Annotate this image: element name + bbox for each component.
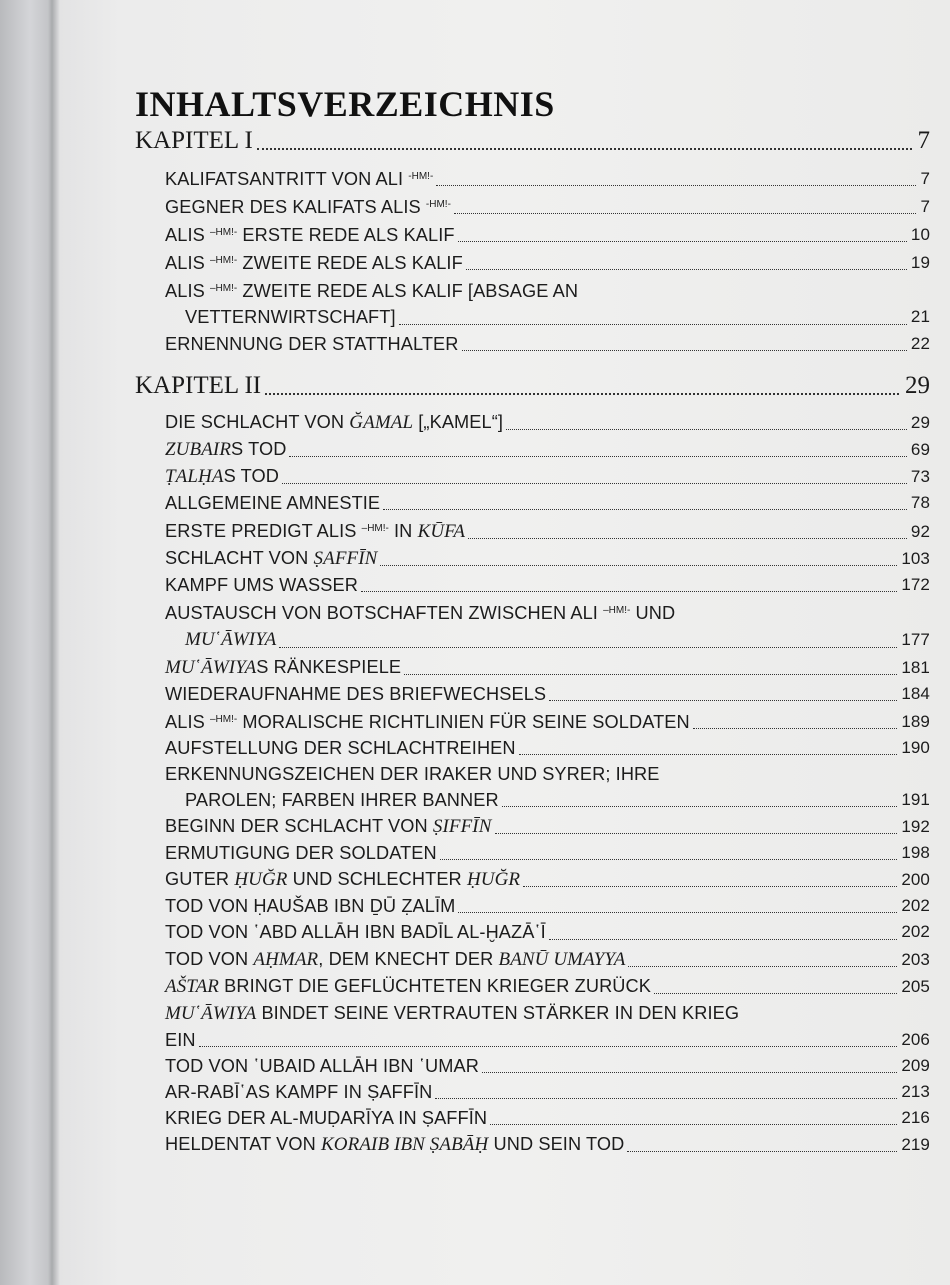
- entry-text: TOD VON ῾ABD ALLĀH IBN BADĪL AL-ḪAZĀ῾Ī: [165, 922, 546, 943]
- chapter-entries: [135, 409, 930, 1159]
- entry-page-number: 177: [901, 630, 930, 650]
- entry-page-number: 10: [910, 225, 930, 245]
- dot-leader: [654, 993, 897, 994]
- entry-line: [165, 164, 930, 192]
- dot-leader: [404, 674, 897, 675]
- entry-text: UND: [630, 603, 676, 624]
- entry-line: [165, 866, 930, 893]
- honorific-superscript: -HM!-: [408, 171, 434, 182]
- entry-text: AR-RABĪ῾AS KAMPF IN ṢAFFĪN: [165, 1082, 433, 1102]
- entry-text: IN: [388, 521, 418, 542]
- entry-text: EIN: [165, 1029, 196, 1050]
- dot-leader: [628, 966, 897, 967]
- toc-entry[interactable]: [165, 1105, 930, 1131]
- page-title: INHALTSVERZEICHNIS: [135, 84, 555, 124]
- entry-page-number: 219: [901, 1135, 930, 1155]
- entry-text: S TOD: [223, 465, 279, 486]
- entry-page-number: 189: [901, 711, 930, 731]
- entry-label: [165, 331, 459, 357]
- toc-entry[interactable]: [165, 164, 930, 192]
- chapter-heading[interactable]: [135, 371, 930, 401]
- entry-text: ALIS: [165, 281, 210, 302]
- entry-text: ERNENNUNG DER STATTHALTER: [165, 333, 459, 354]
- toc-entry[interactable]: [165, 919, 930, 945]
- toc-entry[interactable]: [165, 572, 930, 598]
- entry-text: AUSTAUSCH VON BOTSCHAFTEN ZWISCHEN ALI: [165, 603, 604, 624]
- toc-entry[interactable]: [165, 681, 930, 707]
- entry-line: [165, 973, 930, 1000]
- entry-label: [165, 572, 358, 598]
- entry-line: [165, 1079, 930, 1105]
- dot-leader: [502, 806, 898, 807]
- entry-text: PAROLEN; FARBEN IHRER BANNER: [185, 789, 499, 810]
- entry-line: [165, 409, 930, 436]
- dot-leader: [440, 859, 898, 860]
- entry-line: [165, 1131, 930, 1158]
- italic-term: ḤUĞR: [466, 869, 521, 891]
- dot-leader: [523, 886, 897, 887]
- entry-text: TOD VON ῾UBAID ALLĀH IBN ῾UMAR: [165, 1055, 479, 1076]
- italic-term: ḤUĞR: [234, 869, 288, 891]
- dot-leader: [549, 939, 898, 940]
- entry-line: [165, 220, 930, 248]
- entry-page-number: 198: [901, 843, 930, 863]
- entry-line: [165, 1105, 930, 1131]
- dot-leader: [490, 1124, 897, 1125]
- dot-leader: [506, 429, 907, 430]
- entry-label: [165, 654, 401, 681]
- entry-label: [165, 973, 651, 1000]
- entry-text: KAMPF UMS WASSER: [165, 575, 358, 596]
- entry-text: BINDET SEINE VERTRAUTEN STÄRKER IN DEN KRIEG: [256, 1002, 740, 1023]
- entry-text: KRIEG DER AL-MUḌARĪYA IN ṢAFFĪN: [165, 1108, 488, 1129]
- entry-page-number: 92: [910, 522, 930, 542]
- dot-leader: [282, 483, 907, 484]
- toc-entry[interactable]: [165, 866, 930, 893]
- entry-page-number: 192: [901, 817, 930, 837]
- book-page: [60, 0, 950, 1285]
- chapter-heading[interactable]: [135, 126, 930, 156]
- entry-page-number: 181: [901, 657, 930, 677]
- toc-entry[interactable]: [165, 735, 930, 761]
- italic-term: ĞAMAL: [349, 411, 414, 433]
- entry-line: [165, 490, 930, 516]
- dot-leader: [693, 728, 898, 729]
- entry-page-number: 7: [920, 169, 930, 188]
- italic-term: MU῾ĀWIYA: [165, 1002, 257, 1024]
- toc-entry[interactable]: [165, 1053, 930, 1079]
- entry-text: ZWEITE REDE ALS KALIF [ABSAGE AN: [237, 281, 579, 302]
- dot-leader: [436, 185, 916, 186]
- entry-line: [165, 436, 930, 463]
- entry-text: MORALISCHE RICHTLINIEN FÜR SEINE SOLDATEN: [237, 711, 690, 732]
- honorific-superscript: -HM!-: [425, 199, 451, 211]
- dot-leader: [458, 912, 897, 913]
- entry-label: [165, 1131, 624, 1158]
- dot-leader: [279, 647, 897, 648]
- entry-text: S TOD: [231, 438, 287, 459]
- toc-entry[interactable]: [165, 409, 930, 436]
- entry-text: ALIS: [165, 711, 210, 732]
- chapter-page-number: 7: [917, 127, 930, 154]
- dot-leader: [458, 241, 907, 242]
- entry-page-number: 172: [901, 575, 930, 595]
- entry-line: [165, 248, 930, 276]
- entry-first-line: [165, 276, 930, 304]
- entry-label: [165, 735, 516, 761]
- entry-line: [165, 707, 930, 735]
- toc-entry[interactable]: [165, 1000, 930, 1053]
- dot-leader: [462, 350, 907, 351]
- entry-line: [165, 1053, 930, 1079]
- table-of-contents: [135, 84, 930, 1172]
- entry-first-line: [165, 761, 930, 787]
- italic-term: ZUBAIR: [165, 438, 232, 460]
- entry-label: [185, 304, 396, 330]
- italic-term: ṬALḤA: [165, 465, 224, 487]
- entry-line: [165, 516, 930, 545]
- entry-text: ALIS: [165, 225, 210, 246]
- italic-term: AḤMAR: [253, 948, 319, 970]
- dot-leader: [482, 1072, 897, 1073]
- entry-page-number: 22: [910, 333, 930, 353]
- entry-page-number: 69: [910, 439, 930, 459]
- entry-label: [165, 220, 455, 248]
- entry-label: [165, 813, 492, 840]
- toc-entry[interactable]: [165, 248, 930, 276]
- entry-page-number: 205: [901, 976, 930, 996]
- entry-page-number: 21: [910, 307, 930, 327]
- chapter-page-number: 29: [905, 371, 930, 399]
- entry-label: [165, 248, 463, 276]
- entry-page-number: 19: [910, 253, 930, 273]
- toc-entry[interactable]: [165, 598, 930, 653]
- entry-label: [165, 1105, 487, 1131]
- italic-term: BANŪ UMAYYA: [498, 948, 626, 970]
- entry-text: KALIFATSANTRITT VON ALI: [165, 169, 409, 189]
- honorific-superscript: –HM!-: [361, 523, 389, 535]
- entry-text: SCHLACHT VON: [165, 548, 314, 569]
- entry-label: [165, 866, 520, 893]
- entry-label: [165, 164, 433, 192]
- entry-label: [165, 1079, 432, 1105]
- entry-text: BEGINN DER SCHLACHT VON: [165, 816, 433, 837]
- entry-line: [165, 813, 930, 840]
- italic-term: KORAIB IBN ṢABĀḤ: [321, 1134, 489, 1156]
- entry-line: [165, 545, 930, 572]
- honorific-superscript: –HM!-: [209, 255, 238, 267]
- entry-line: [165, 681, 930, 707]
- entry-label: [165, 409, 503, 436]
- entry-page-number: 191: [901, 789, 930, 809]
- entry-label: [165, 893, 455, 919]
- toc-entry[interactable]: [165, 220, 930, 248]
- toc-entry[interactable]: [165, 813, 930, 840]
- entry-page-number: 73: [910, 466, 930, 486]
- entry-text: WIEDERAUFNAHME DES BRIEFWECHSELS: [165, 683, 547, 704]
- dot-leader: [435, 1098, 897, 1099]
- entry-text: GUTER: [165, 869, 235, 890]
- entry-line: [165, 331, 930, 357]
- entry-text: HELDENTAT VON: [165, 1134, 322, 1155]
- entry-line: [165, 946, 930, 973]
- entry-line: [165, 192, 930, 220]
- entry-text: AUFSTELLUNG DER SCHLACHTREIHEN: [165, 737, 516, 758]
- entry-line: [165, 463, 930, 490]
- dot-leader: [257, 148, 912, 150]
- entry-text: [„KAMEL“]: [413, 411, 504, 432]
- dot-leader: [361, 591, 897, 592]
- entry-label: [165, 840, 437, 866]
- toc-entry[interactable]: [165, 893, 930, 919]
- chapter-entries: [135, 164, 930, 357]
- entry-line: [165, 626, 930, 653]
- entry-first-line: [165, 598, 930, 626]
- italic-term: KŪFA: [417, 521, 466, 543]
- dot-leader: [466, 269, 907, 270]
- dot-leader: [454, 213, 917, 214]
- entry-page-number: 206: [901, 1029, 930, 1049]
- dot-leader: [399, 324, 907, 325]
- entry-text: TOD VON: [165, 948, 254, 969]
- toc-entry[interactable]: [165, 973, 930, 1000]
- entry-page-number: 200: [901, 870, 930, 890]
- entry-page-number: 190: [901, 737, 930, 757]
- toc-entry[interactable]: [165, 707, 930, 735]
- toc-entry[interactable]: [165, 761, 930, 813]
- toc-entry[interactable]: [165, 840, 930, 866]
- dot-leader: [265, 393, 899, 395]
- entry-label: [165, 436, 286, 463]
- entry-line: [165, 893, 930, 919]
- italic-term: MU῾ĀWIYA: [165, 656, 257, 678]
- entry-line: [165, 1027, 930, 1053]
- entry-text: DIE SCHLACHT VON: [165, 411, 350, 432]
- entry-text: ERSTE REDE ALS KALIF: [237, 225, 455, 246]
- entry-label: [165, 1027, 196, 1053]
- entry-text: UND SEIN TOD: [488, 1134, 625, 1155]
- entry-first-line: [165, 1000, 930, 1027]
- italic-term: MU῾ĀWIYA: [185, 629, 277, 651]
- entry-text: ERKENNUNGSZEICHEN DER IRAKER UND SYRER; IHRE: [165, 763, 660, 784]
- entry-line: [165, 572, 930, 598]
- toc-entry[interactable]: [165, 1079, 930, 1105]
- entry-page-number: 216: [901, 1108, 930, 1128]
- entry-page-number: 202: [901, 922, 930, 942]
- entry-label: [185, 787, 499, 813]
- entry-text: ALLGEMEINE AMNESTIE: [165, 492, 381, 513]
- entry-label: [165, 681, 546, 707]
- dot-leader: [289, 456, 906, 457]
- entry-line: [165, 735, 930, 761]
- entry-label: [165, 516, 465, 545]
- entry-text: ERMUTIGUNG DER SOLDATEN: [165, 843, 437, 864]
- entry-label: [165, 1053, 479, 1079]
- chapter-label: KAPITEL II: [135, 371, 262, 399]
- honorific-superscript: –HM!-: [209, 227, 238, 239]
- entry-line: [165, 919, 930, 945]
- toc-entry[interactable]: [165, 436, 930, 463]
- entry-page-number: 184: [901, 683, 930, 703]
- dot-leader: [627, 1151, 897, 1152]
- entry-label: [165, 192, 451, 220]
- toc-entry[interactable]: [165, 946, 930, 973]
- italic-term: ṢAFFĪN: [313, 548, 378, 570]
- entry-page-number: 202: [901, 896, 930, 916]
- toc-entry[interactable]: [165, 516, 930, 545]
- entry-label: [165, 545, 377, 572]
- dot-leader: [549, 700, 897, 701]
- dot-leader: [383, 509, 907, 510]
- entry-text: UND SCHLECHTER: [287, 869, 467, 890]
- entry-label: [165, 490, 380, 516]
- entry-page-number: 7: [920, 197, 930, 217]
- entry-line: [165, 787, 930, 813]
- entry-page-number: 209: [901, 1055, 930, 1075]
- toc-entry[interactable]: [165, 1131, 930, 1158]
- entry-text: VETTERNWIRTSCHAFT]: [185, 307, 396, 328]
- entry-text: , DEM KNECHT DER: [318, 948, 499, 969]
- honorific-superscript: –HM!-: [209, 283, 238, 295]
- italic-term: AŠTAR: [165, 975, 219, 997]
- entry-page-number: 29: [910, 412, 930, 432]
- entry-text: ALIS: [165, 253, 210, 274]
- entry-text: GEGNER DES KALIFATS ALIS: [165, 197, 426, 218]
- dot-leader: [495, 833, 898, 834]
- dot-leader: [519, 754, 898, 755]
- toc-entry[interactable]: [165, 331, 930, 357]
- entry-label: [165, 919, 546, 945]
- chapter-label: KAPITEL I: [135, 127, 253, 154]
- entry-line: [165, 654, 930, 681]
- entry-page-number: 213: [901, 1082, 930, 1101]
- entry-line: [165, 304, 930, 330]
- entry-page-number: 78: [910, 492, 930, 512]
- honorific-superscript: –HM!-: [209, 713, 238, 725]
- entry-text: BRINGT DIE GEFLÜCHTETEN KRIEGER ZURÜCK: [218, 975, 652, 996]
- dot-leader: [380, 565, 897, 566]
- toc-entry[interactable]: [165, 463, 930, 490]
- entry-page-number: 203: [901, 949, 930, 969]
- toc-entry[interactable]: [165, 545, 930, 572]
- toc-entry[interactable]: [165, 490, 930, 516]
- honorific-superscript: –HM!-: [603, 605, 631, 617]
- entry-text: S RÄNKESPIELE: [256, 656, 402, 677]
- toc-entry[interactable]: [165, 276, 930, 330]
- entry-label: [165, 463, 279, 490]
- dot-leader: [468, 538, 907, 539]
- toc-entry[interactable]: [165, 192, 930, 220]
- entry-text: ERSTE PREDIGT ALIS: [165, 521, 362, 542]
- entry-label: [165, 946, 625, 973]
- italic-term: ṢIFFĪN: [432, 816, 492, 838]
- entry-line: [165, 840, 930, 866]
- entry-label: [185, 626, 276, 653]
- entry-page-number: 103: [901, 549, 930, 569]
- toc-entry[interactable]: [165, 654, 930, 681]
- entry-label: [165, 707, 690, 735]
- entry-text: TOD VON ḤAUŠAB IBN ḎŪ ẒALĪM: [165, 896, 456, 917]
- dot-leader: [199, 1046, 898, 1047]
- entry-text: ZWEITE REDE ALS KALIF: [237, 253, 463, 274]
